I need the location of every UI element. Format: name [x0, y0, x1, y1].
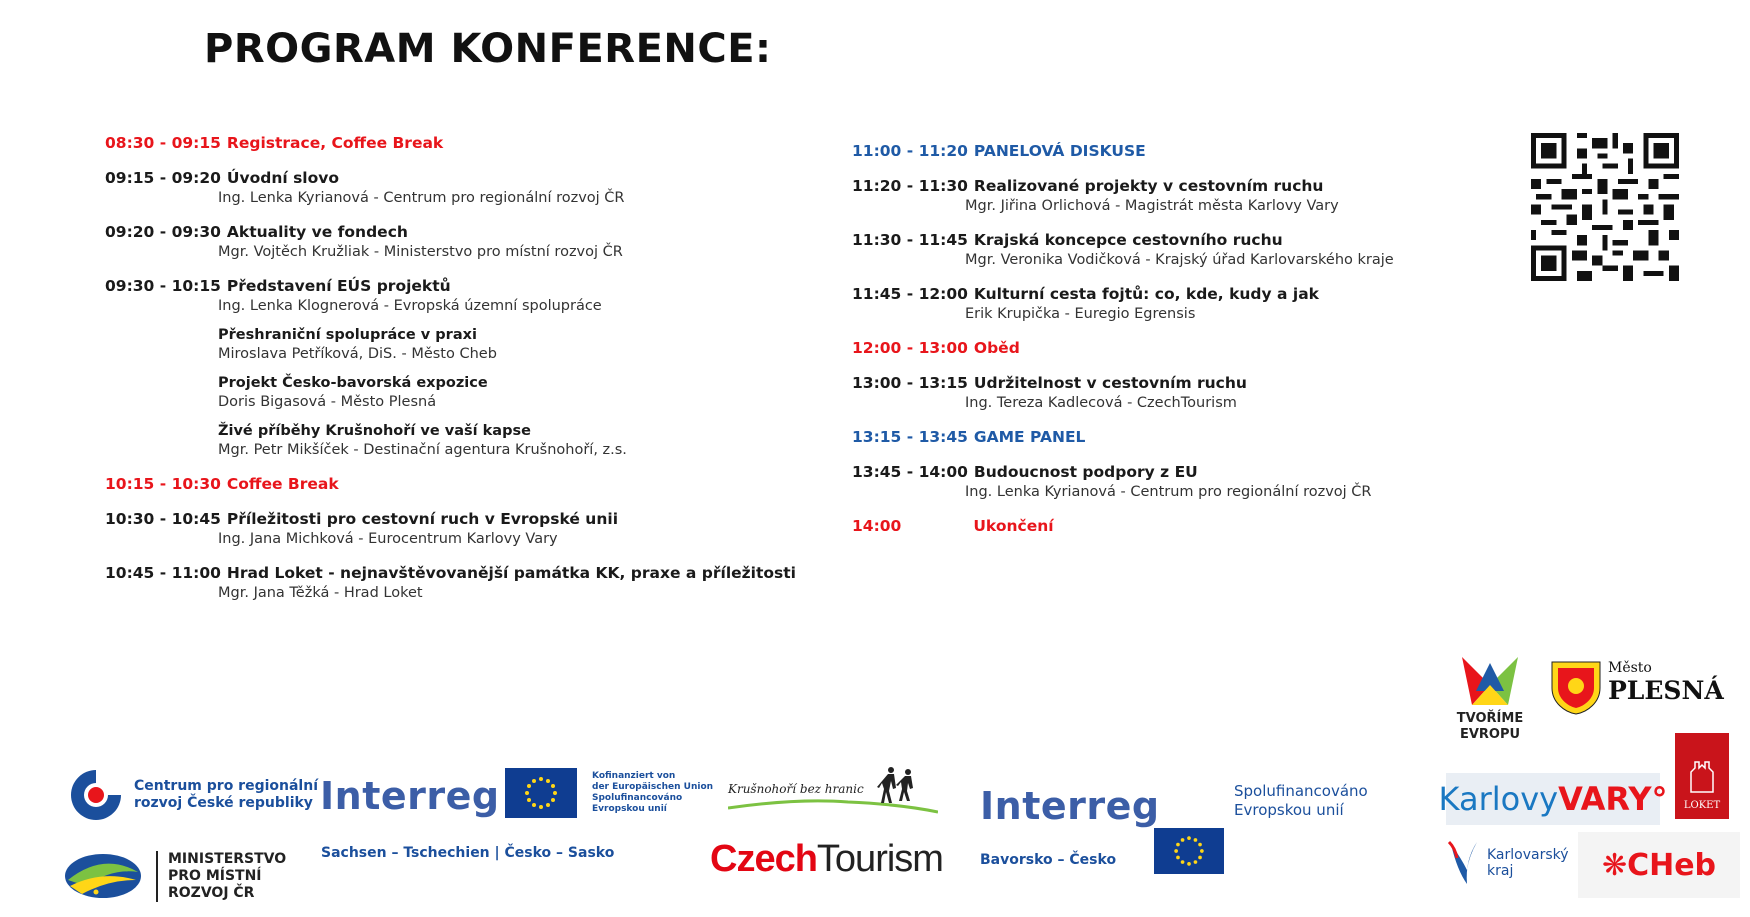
- subitem-title: Projekt Česko-bavorská expozice: [218, 375, 488, 391]
- mmr-line: MINISTERSTVO: [168, 850, 287, 867]
- item-time: 09:15 - 09:20: [105, 169, 221, 187]
- qr-code-icon[interactable]: [1531, 133, 1679, 281]
- cofinance-line: Evropskou unií: [592, 804, 667, 814]
- item-title: Krajská koncepce cestovního ruchu: [973, 231, 1283, 249]
- crr-ring-icon: [66, 765, 126, 825]
- schedule-item: [852, 141, 1472, 162]
- spolufin-line: Evropskou unií: [1234, 801, 1344, 819]
- kv-vary: VARY°: [1558, 780, 1668, 818]
- tvorime-evropu-logo: [1452, 655, 1528, 743]
- karlovarsky-kraj-icon: [1447, 840, 1483, 886]
- schedule-item: [105, 168, 865, 208]
- cofinance-line: Kofinanziert von: [592, 771, 676, 781]
- item-title: GAME PANEL: [973, 428, 1086, 446]
- schedule-left: [105, 133, 865, 617]
- mesto-plesna-logo: [1550, 660, 1724, 716]
- schedule-subitem: [105, 326, 865, 364]
- item-time: 11:30 - 11:45: [852, 231, 968, 249]
- item-title: Oběd: [973, 339, 1020, 357]
- item-time: 13:15 - 13:45: [852, 428, 968, 446]
- subitem-speaker: Doris Bigasová - Město Plesná: [218, 394, 437, 410]
- hikers-icon: [728, 764, 938, 814]
- item-time: 10:45 - 11:00: [105, 564, 221, 582]
- item-speaker: Mgr. Vojtěch Kružliak - Ministerstvo pro místní rozvoj ČR: [218, 244, 623, 260]
- item-title: Udržitelnost v cestovním ruchu: [973, 374, 1247, 392]
- mmr-logo: [62, 850, 286, 902]
- schedule-item: [105, 222, 865, 262]
- czechtourism-czech: Czech: [710, 838, 817, 880]
- schedule-item: [852, 176, 1472, 216]
- interreg-bavorsko-tagline: Bavorsko – Česko: [980, 852, 1117, 868]
- item-time: 13:00 - 13:15: [852, 374, 968, 392]
- item-title: Registrace, Coffee Break: [226, 134, 444, 152]
- item-speaker: Ing. Lenka Kyrianová - Centrum pro regionální rozvoj ČR: [218, 190, 625, 206]
- schedule-item: [852, 516, 1472, 537]
- item-time: 08:30 - 09:15: [105, 134, 221, 152]
- crr-line: Centrum pro regionální: [134, 778, 318, 794]
- plesna-line: PLESNÁ: [1608, 676, 1724, 705]
- subitem-speaker: Mgr. Petr Mikšíček - Destinační agentura Krušnohoří, z.s.: [218, 442, 627, 458]
- schedule-subitem: [105, 374, 865, 412]
- mmr-line: ROZVOJ ČR: [168, 884, 255, 901]
- karlovarsky-kraj-logo: [1447, 840, 1569, 886]
- subitem-speaker: Miroslava Petříková, DiS. - Město Cheb: [218, 346, 497, 362]
- cofinance-line: der Europäischen Union: [592, 782, 714, 792]
- item-time: 11:00 - 11:20: [852, 142, 968, 160]
- item-time: 11:20 - 11:30: [852, 177, 968, 195]
- item-title: Představení EÚS projektů: [226, 277, 451, 295]
- kk-line: Karlovarský: [1487, 847, 1569, 863]
- subitem-title: Živé příběhy Krušnohoří ve vaší kapse: [218, 423, 531, 439]
- loket-text: LOKET: [1683, 800, 1721, 811]
- subitem-title: Přeshraniční spolupráce v praxi: [218, 327, 477, 343]
- item-title: Příležitosti pro cestovní ruch v Evropské unii: [226, 510, 619, 528]
- item-speaker: Ing. Lenka Kyrianová - Centrum pro regionální rozvoj ČR: [965, 484, 1372, 500]
- schedule-item: [852, 338, 1472, 359]
- item-title: Budoucnost podpory z EU: [973, 463, 1198, 481]
- item-time: 14:00: [852, 517, 902, 535]
- item-speaker: Mgr. Veronika Vodičková - Krajský úřad Karlovarského kraje: [965, 252, 1394, 268]
- schedule-item: [852, 373, 1472, 413]
- schedule-item: [105, 133, 865, 154]
- eu-cofinance-text: [592, 771, 713, 815]
- item-speaker: Mgr. Jana Těžká - Hrad Loket: [218, 585, 423, 601]
- item-title: Coffee Break: [226, 475, 339, 493]
- mmr-emblem-icon: [62, 850, 144, 902]
- item-title: PANELOVÁ DISKUSE: [973, 142, 1146, 160]
- czechtourism-logo: [710, 838, 943, 881]
- item-time: 09:30 - 10:15: [105, 277, 221, 295]
- eu-flag-icon: [505, 768, 577, 818]
- interreg-bavorsko-logo: Interreg: [980, 784, 1160, 828]
- schedule-item: [852, 462, 1472, 502]
- schedule-item: [852, 427, 1472, 448]
- item-speaker: Ing. Jana Michková - Eurocentrum Karlovy Vary: [218, 531, 558, 547]
- karlovy-vary-logo: [1438, 773, 1668, 825]
- loket-logo: [1675, 733, 1729, 819]
- schedule-item: [105, 563, 865, 603]
- schedule-right: [852, 141, 1472, 551]
- item-time: 09:20 - 09:30: [105, 223, 221, 241]
- item-title: Ukončení: [973, 517, 1054, 535]
- krusnohori-logo: [728, 764, 864, 796]
- schedule-item: [105, 276, 865, 316]
- mmr-line: PRO MÍSTNÍ: [168, 867, 262, 884]
- cofinance-line: Spolufinancováno: [592, 793, 683, 803]
- plesna-line: Město: [1608, 660, 1652, 676]
- schedule-item: [852, 230, 1472, 270]
- spolufin-line: Spolufinancováno: [1234, 782, 1368, 800]
- item-time: 13:45 - 14:00: [852, 463, 968, 481]
- item-title: Hrad Loket - nejnavštěvovanější památka KK, praxe a příležitosti: [226, 564, 796, 582]
- cheb-logo: ❋CHeb: [1578, 832, 1740, 898]
- interreg-sasko-logo: Interreg: [320, 774, 500, 818]
- kk-line: kraj: [1487, 863, 1514, 879]
- crr-line: rozvoj České republiky: [134, 795, 313, 811]
- item-title: Úvodní slovo: [226, 169, 340, 187]
- interreg-sasko-tagline: Sachsen – Tschechien | Česko – Sasko: [321, 845, 615, 861]
- eu-flag-icon: [1154, 828, 1224, 874]
- item-time: 10:30 - 10:45: [105, 510, 221, 528]
- schedule-subitem: [105, 422, 865, 460]
- item-speaker: Ing. Lenka Klognerová - Evropská územní spolupráce: [218, 298, 602, 314]
- item-time: 10:15 - 10:30: [105, 475, 221, 493]
- tvorime-evropu-icon: [1452, 655, 1528, 707]
- schedule-item: [852, 284, 1472, 324]
- page-title: PROGRAM KONFERENCE:: [204, 26, 772, 72]
- eu-spolufinancovano-text: [1234, 782, 1368, 820]
- item-speaker: Ing. Tereza Kadlecová - CzechTourism: [965, 395, 1237, 411]
- item-title: Kulturní cesta fojtů: co, kde, kudy a jak: [973, 285, 1319, 303]
- item-speaker: Mgr. Jiřina Orlichová - Magistrát města Karlovy Vary: [965, 198, 1339, 214]
- tvorime-line: EVROPU: [1459, 727, 1521, 742]
- plesna-coat-of-arms-icon: [1550, 660, 1602, 716]
- item-speaker: Erik Krupička - Euregio Egrensis: [965, 306, 1196, 322]
- schedule-item: [105, 474, 865, 495]
- item-time: 12:00 - 13:00: [852, 339, 968, 357]
- czechtourism-tourism: Tourism: [816, 838, 943, 880]
- krusnohori-text: Krušnohoří bez hranic: [728, 782, 864, 796]
- crr-logo: [66, 765, 318, 825]
- kv-karlovy: Karlovy: [1438, 780, 1559, 818]
- schedule-item: [105, 509, 865, 549]
- item-title: Realizované projekty v cestovním ruchu: [973, 177, 1324, 195]
- loket-castle-icon: [1687, 758, 1717, 794]
- tvorime-line: TVOŘÍME: [1456, 711, 1524, 726]
- item-title: Aktuality ve fondech: [226, 223, 408, 241]
- item-time: 11:45 - 12:00: [852, 285, 968, 303]
